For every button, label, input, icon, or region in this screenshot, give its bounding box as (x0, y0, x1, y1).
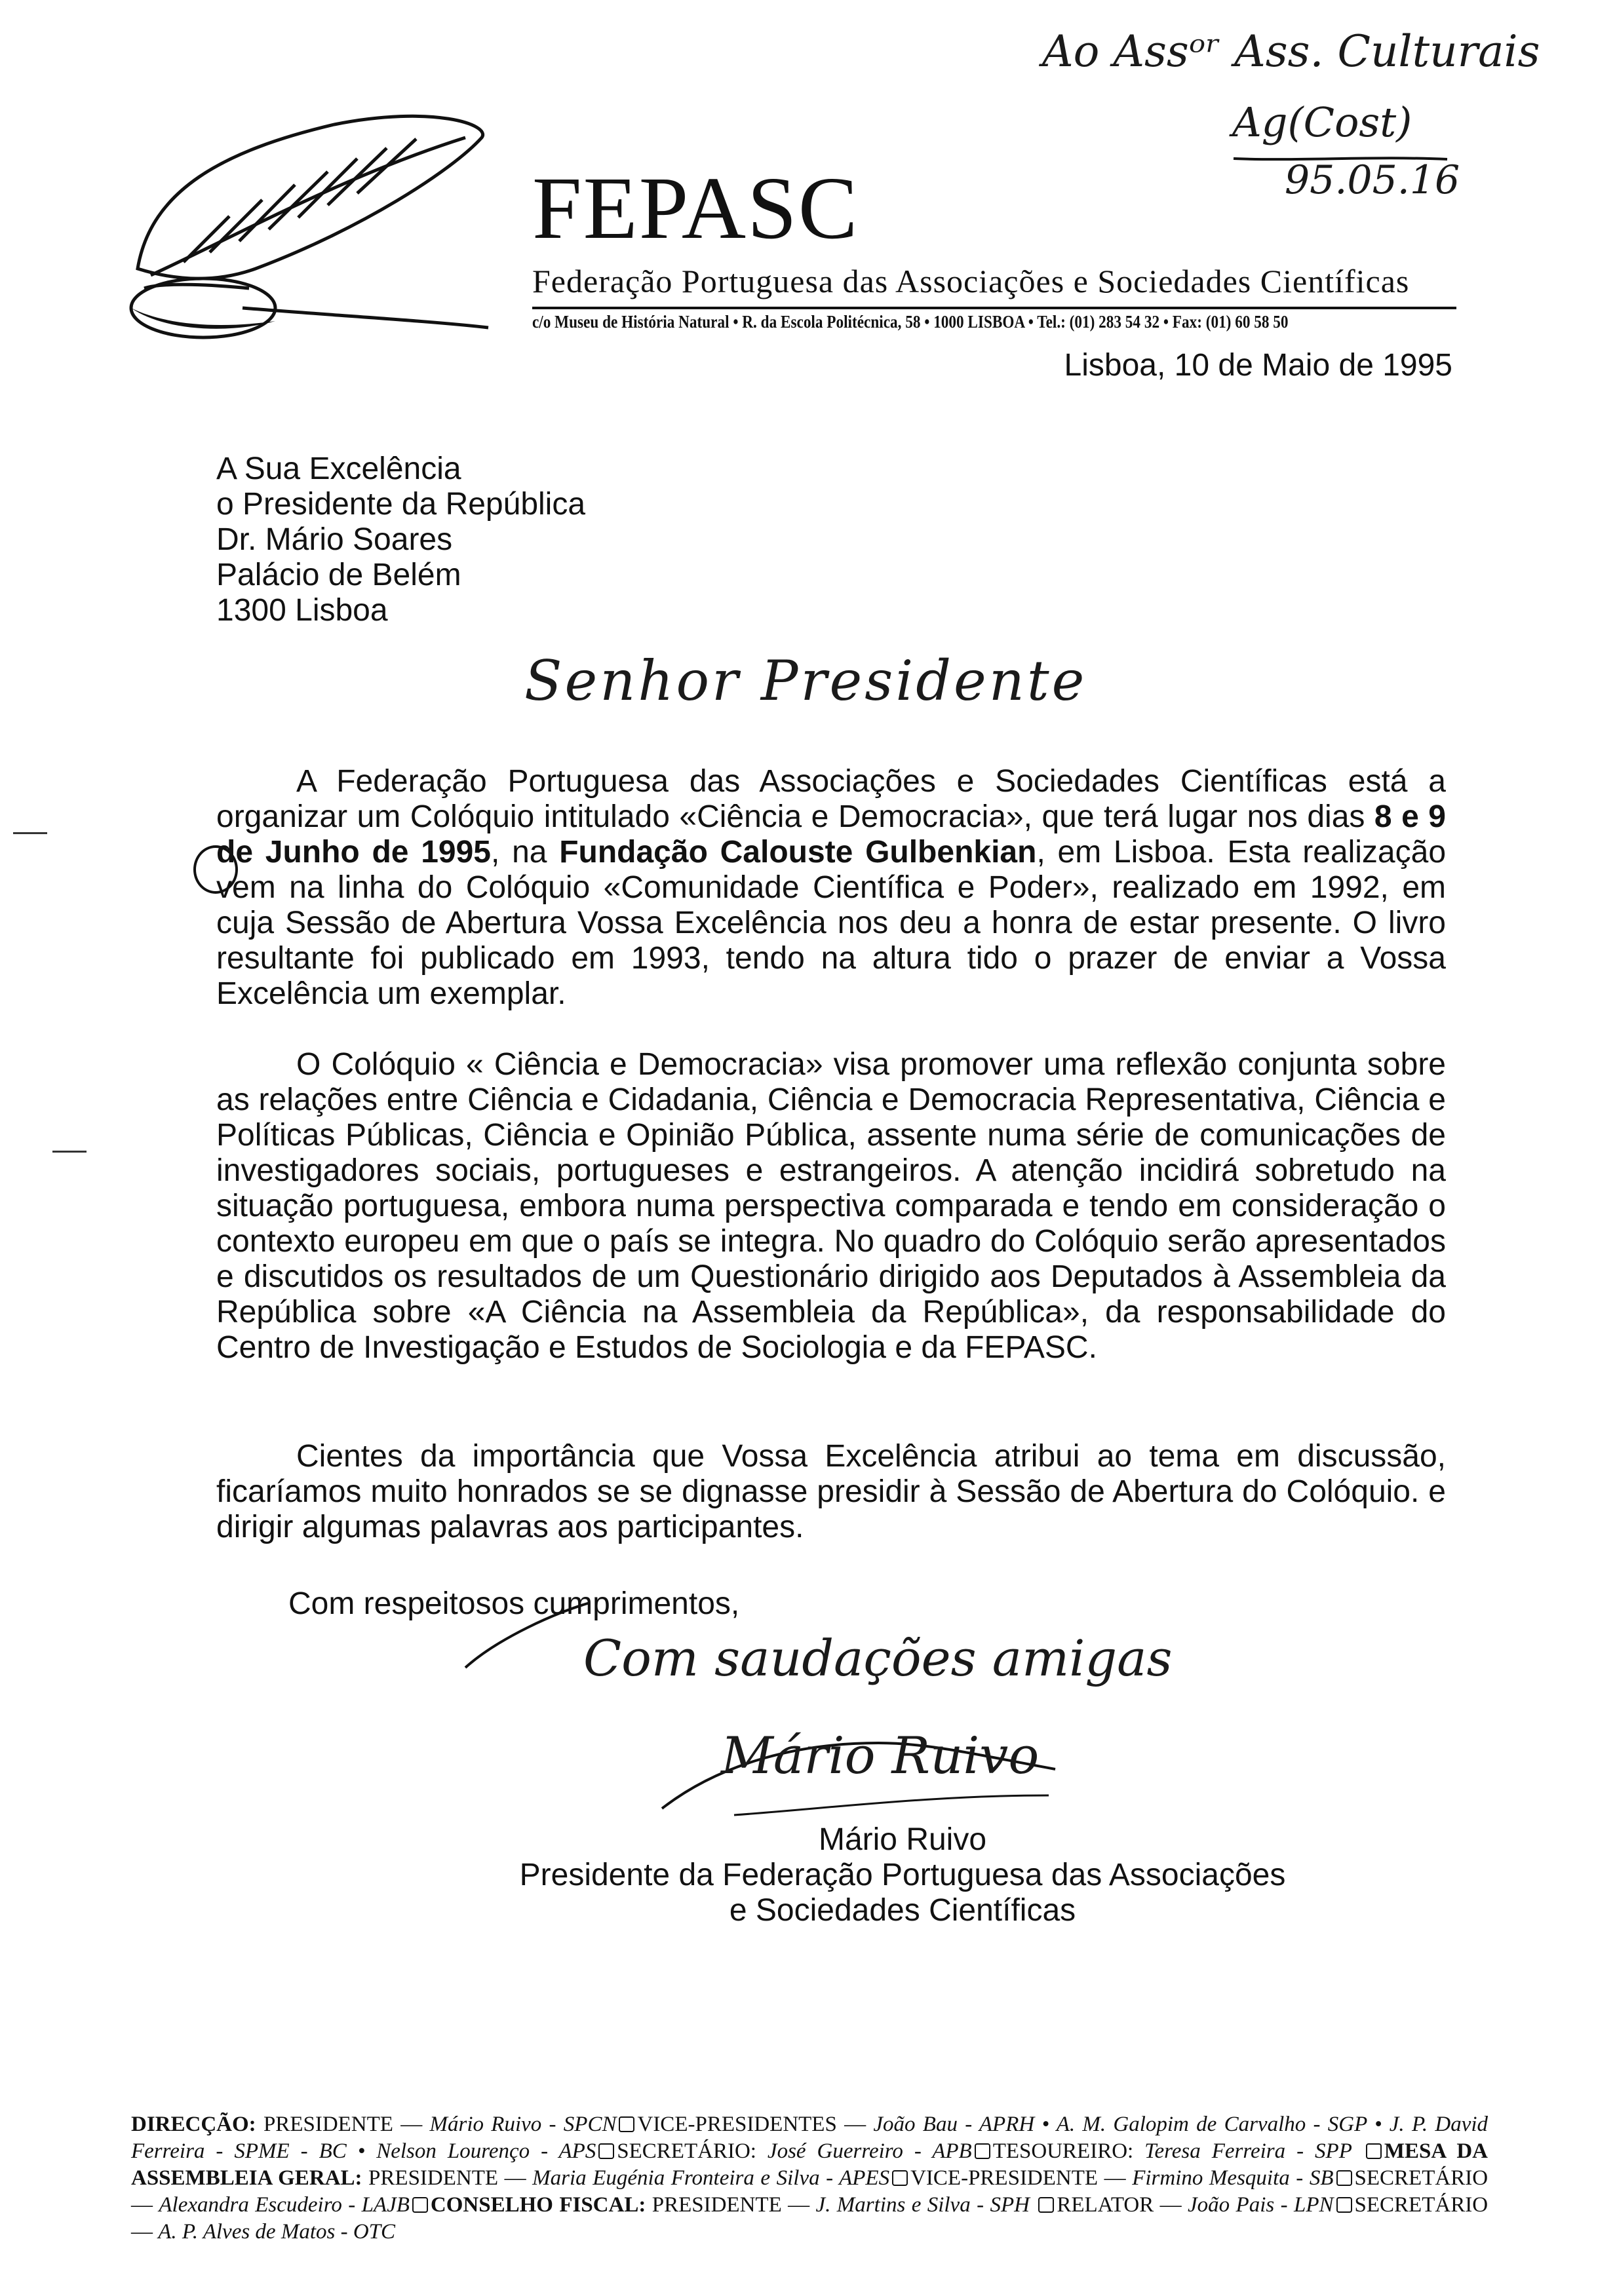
letter-date: Lisboa, 10 de Maio de 1995 (1064, 348, 1452, 383)
circled-mark (193, 845, 238, 894)
box-bullet-icon (412, 2197, 428, 2213)
box-bullet-icon (1038, 2197, 1054, 2213)
body-paragraph-3: Cientes da importância que Vossa Excelência atribui ao tema em discussão, ficaríamos muito honrados se se dignasse presidir à Sessão de Abertura do Colóquio. e dirigir algumas palavras aos participantes. (216, 1439, 1446, 1544)
recipient-line: 1300 Lisboa (216, 593, 388, 628)
letterhead-rule (532, 307, 1456, 309)
box-bullet-icon (975, 2143, 990, 2159)
handwritten-annotation: Ao Assᵒʳ Ass. Culturais (1042, 26, 1540, 77)
box-bullet-icon (1336, 2170, 1352, 2186)
pen-stroke (459, 1599, 603, 1671)
handwritten-date: 95.05.16 (1285, 157, 1460, 203)
signature: Mário Ruivo (721, 1727, 1040, 1786)
signer-name: Mário Ruivo (818, 1822, 987, 1857)
recipient-line: o Presidente da República (216, 487, 586, 522)
recipient-line: Palácio de Belém (216, 558, 461, 592)
org-name: FEPASC (532, 159, 859, 258)
handwritten-salutation: Senhor Presidente (524, 649, 1087, 713)
margin-mark (52, 1151, 87, 1153)
body-paragraph-1: A Federação Portuguesa das Associações e Sociedades Científicas está a organizar um Colóquio intitulado «Ciência e Democracia», que terá lugar nos dias 8 e 9 de Junho de 1995, na Fundação Calouste Gulbenkian, em Lisboa. Esta realização vem na linha do Colóquio «Comunidade Científica e Poder», realizado em 1992, em cuja Sessão de Abertura Vossa Excelência nos deu a honra de estar presente. O livro resultante foi publicado em 1993, tendo na altura tido o prazer de enviar a Vossa Excelência um exemplar. (216, 764, 1447, 1011)
handwritten-closing: Com saudações amigas (583, 1629, 1173, 1687)
box-bullet-icon (892, 2170, 908, 2186)
footer-board: DIRECÇÃO: PRESIDENTE — Mário Ruivo - SPCN VICE-PRESIDENTES — João Bau - APRH • A. M. Galopim de Carvalho - SGP • J. P. David Ferreira - SPME - BC • Nelson Lourenço - APS SECRETÁRIO: José Guerreiro - APB TESOUREIRO: Teresa Ferreira - SPP MESA DA ASSEMBLEIA GERAL: PRESIDENTE — Maria Eugénia Fronteira e Silva - APES VICE-PRESIDENTE — Firmino Mesquita - SB SECRETÁRIO — Alexandra Escudeiro - LAJB CONSELHO FISCAL: PRESIDENTE — J. Martins e Silva - SPH RELATOR — João Pais - LPN SECRETÁRIO — A. P. Alves de Matos - OTC (131, 2113, 1489, 2244)
box-bullet-icon (619, 2116, 634, 2132)
body-paragraph-2: O Colóquio « Ciência e Democracia» visa promover uma reflexão conjunta sobre as relações entre Ciência e Cidadania, Ciência e Democracia Representativa, Ciência e Políticas Públicas, Ciência e Opinião Pública, assente numa série de comunicações de investigadores sociais, portugueses e estrangeiros. A atenção incidirá sobretudo na situação portuguesa, embora numa perspectiva comparada e tendo em consideração o contexto europeu em que o país se integra. No quadro do Colóquio serão apresentados e discutidos os resultados de um Questionário dirigido aos Deputados à Assembleia da República sobre «A Ciência na Assembleia da República», da responsabilidade do Centro de Investigação e Estudos de Sociologia e da FEPASC. (216, 1047, 1446, 1365)
closing-line: Com respeitosos cumprimentos, (288, 1586, 740, 1621)
org-address: c/o Museu de História Natural • R. da Escola Politécnica, 58 • 1000 LISBOA • Tel.: (01) 283 54 32 • Fax: (01) 60 58 50 (532, 312, 1289, 332)
recipient-line: A Sua Excelência (216, 451, 461, 486)
box-bullet-icon (1366, 2143, 1382, 2159)
recipient-line: Dr. Mário Soares (216, 522, 453, 557)
signer-title: Presidente da Federação Portuguesa das Associações (519, 1858, 1286, 1892)
margin-mark (13, 832, 47, 834)
quill-logo (125, 111, 492, 347)
org-full-name: Federação Portuguesa das Associações e Sociedades Científicas (532, 263, 1410, 299)
handwritten-annotation: Ag(Cost) (1232, 98, 1412, 146)
signer-title: e Sociedades Científicas (729, 1893, 1076, 1928)
box-bullet-icon (598, 2143, 614, 2159)
box-bullet-icon (1336, 2197, 1352, 2213)
